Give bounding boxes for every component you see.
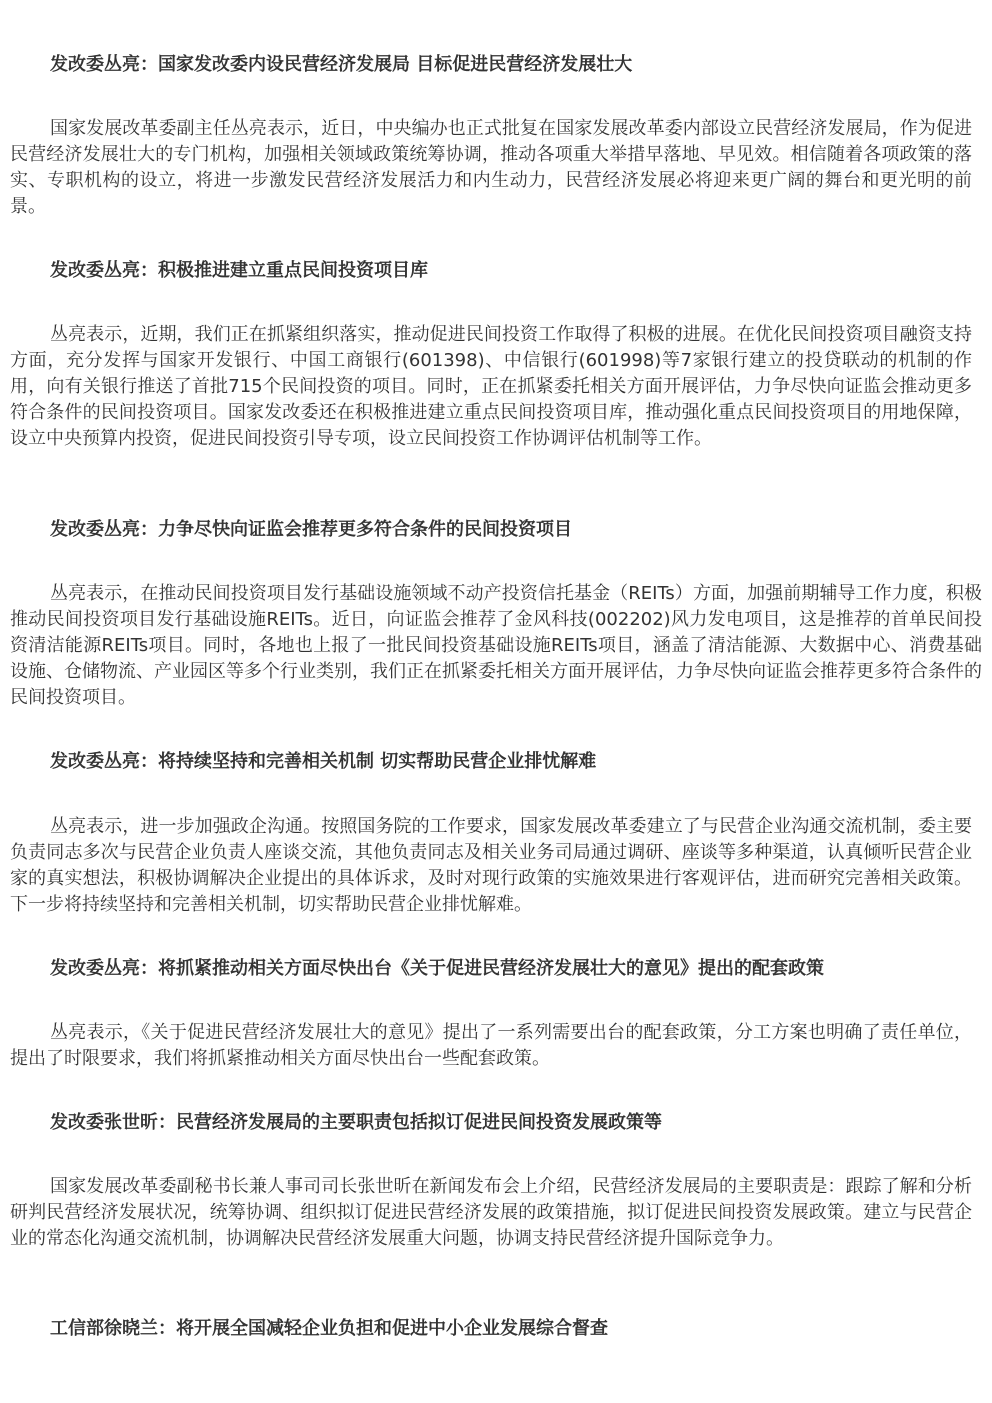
section-paragraph: 丛亮表示，近期，我们正在抓紧组织落实，推动促进民间投资工作取得了积极的进展。在优化民间投资项目融资支持方面，充分发挥与国家开发银行、中国工商银行(601398)、中信银行(601998)等7家银行建立的投贷联动的机制的作用，向有关银行推送了首批715个民间投资的项目。同时，正在抓紧委托相关方面开展评估，力争尽快向证监会推动更多符合条件的民间投资项目。国家发改委还在积极推进建立重点民间投资项目库，推动强化重点民间投资项目的用地保障，设立中央预算内投资，促进民间投资引导专项，设立民间投资工作协调评估机制等工作。 — [10, 324, 972, 449]
section-paragraph: 丛亮表示，在推动民间投资项目发行基础设施领域不动产投资信托基金（REITs）方面，加强前期辅导工作力度，积极推动民间投资项目发行基础设施REITs。近日，向证监会推荐了金风科技(002202)风力发电项目，这是推荐的首单民间投资清洁能源REITs项目。同时，各地也上报了一批民间投资基础设施REITs项目，涵盖了清洁能源、大数据中心、消费基础设施、仓储物流、产业园区等多个行业类别，我们正在抓紧委托相关方面开展评估，力争尽快向证监会推荐更多符合条件的民间投资项目。 — [10, 583, 982, 708]
section-heading: 发改委丛亮：积极推进建立重点民间投资项目库 — [50, 260, 428, 281]
section-paragraph: 丛亮表示，进一步加强政企沟通。按照国务院的工作要求，国家发展改革委建立了与民营企业沟通交流机制，委主要负责同志多次与民营企业负责人座谈交流，其他负责同志及相关业务司局通过调研、座谈等多种渠道，认真倾听民营企业家的真实想法，积极协调解决企业提出的具体诉求，及时对现行政策的实施效果进行客观评估，进而研究完善相关政策。下一步将持续坚持和完善相关机制，切实帮助民营企业排忧解难。 — [10, 816, 972, 915]
section-heading: 发改委丛亮：国家发改委内设民营经济发展局 目标促进民营经济发展壮大 — [50, 54, 633, 75]
section-heading: 发改委丛亮：将持续坚持和完善相关机制 切实帮助民营企业排忧解难 — [50, 751, 597, 772]
section-paragraph: 国家发展改革委副主任丛亮表示，近日，中央编办也正式批复在国家发展改革委内部设立民营经济发展局，作为促进民营经济发展壮大的专门机构，加强相关领域政策统筹协调，推动各项重大举措早落地、早见效。相信随着各项政策的落实、专职机构的设立，将进一步激发民营经济发展活力和内生动力，民营经济发展必将迎来更广阔的舞台和更光明的前景。 — [10, 118, 972, 217]
section-paragraph: 丛亮表示，《关于促进民营经济发展壮大的意见》提出了一系列需要出台的配套政策，分工方案也明确了责任单位，提出了时限要求，我们将抓紧推动相关方面尽快出台一些配套政策。 — [10, 1022, 972, 1069]
section-heading: 发改委张世昕：民营经济发展局的主要职责包括拟订促进民间投资发展政策等 — [50, 1112, 662, 1133]
section-heading: 发改委丛亮：力争尽快向证监会推荐更多符合条件的民间投资项目 — [50, 519, 572, 540]
section-heading: 发改委丛亮：将抓紧推动相关方面尽快出台《关于促进民营经济发展壮大的意见》提出的配套政策 — [50, 958, 824, 979]
section-paragraph: 国家发展改革委副秘书长兼人事司司长张世昕在新闻发布会上介绍，民营经济发展局的主要职责是：跟踪了解和分析研判民营经济发展状况，统筹协调、组织拟订促进民营经济发展的政策措施，拟订促进民间投资发展政策。建立与民营企业的常态化沟通交流机制，协调解决民营经济发展重大问题，协调支持民营经济提升国际竞争力。 — [10, 1176, 972, 1249]
section-heading: 工信部徐晓兰：将开展全国减轻企业负担和促进中小企业发展综合督查 — [50, 1318, 608, 1339]
